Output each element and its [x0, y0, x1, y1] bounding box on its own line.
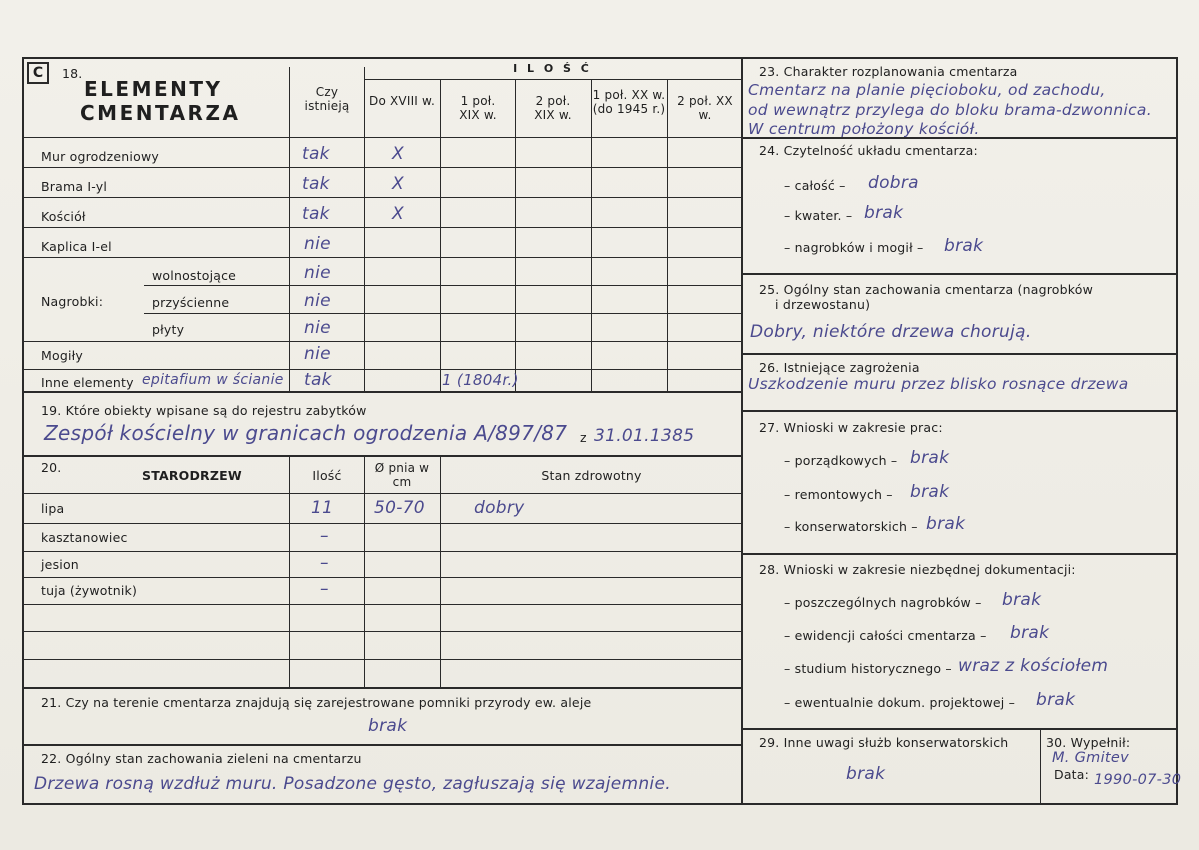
col-line	[515, 79, 516, 391]
row-line	[24, 369, 741, 370]
row-exists: tak	[302, 204, 330, 224]
row-line	[144, 313, 741, 314]
q28-label: 28. Wnioski w zakresie niezbędnej dokumentacji:	[759, 562, 1076, 577]
q25-label-line2: i drzewostanu)	[775, 297, 871, 312]
tree-count: –	[320, 526, 329, 546]
col-header-exists: Czy istnieją	[304, 85, 350, 113]
q28-item-label: – ewentualnie dokum. projektowej –	[784, 695, 1016, 710]
q30-name: M. Gmitev	[1052, 750, 1130, 766]
row-label: Brama I-yl	[41, 179, 108, 194]
q22-label: 22. Ogólny stan zachowania zieleni na cmentarzu	[41, 751, 362, 766]
section-line	[743, 273, 1176, 275]
nagrobki-label: Nagrobki:	[41, 294, 104, 309]
q19-date: 31.01.1385	[594, 426, 695, 446]
q24-item-value: dobra	[868, 173, 919, 193]
row-label: Inne elementy	[41, 375, 134, 390]
col-line	[1040, 730, 1041, 803]
q29-label: 29. Inne uwagi służb konserwatorskich	[759, 735, 1009, 750]
row-line	[24, 577, 741, 578]
col-header-period: 1 poł. XIX w.	[459, 94, 497, 122]
q27-item-label: – remontowych –	[784, 487, 893, 502]
col-header-health: Stan zdrowotny	[541, 468, 642, 483]
tree-count: –	[320, 553, 329, 573]
q30-date-label: Data:	[1054, 767, 1090, 782]
tree-diameter: 50-70	[374, 498, 425, 518]
q24-item-label: – kwater. –	[784, 208, 853, 223]
row-line	[24, 493, 741, 494]
row-mark: X	[392, 144, 404, 164]
q27-item-label: – konserwatorskich –	[784, 519, 918, 534]
row-mark: X	[392, 174, 404, 194]
q24-item-value: brak	[864, 203, 904, 223]
col-header-period: Do XVIII w.	[369, 94, 435, 108]
row-exists: nie	[304, 234, 331, 254]
section-line	[24, 455, 741, 457]
main-divider	[741, 59, 743, 803]
tree-name: tuja (żywotnik)	[41, 583, 138, 598]
tree-count: 11	[311, 498, 334, 518]
q26-answer: Uszkodzenie muru przez blisko rosnące drzewa	[748, 375, 1129, 393]
row-mark: X	[392, 204, 404, 224]
q23-line: W centrum położony kościół.	[748, 120, 980, 138]
q28-item-label: – studium historycznego –	[784, 661, 952, 676]
q28-item-label: – poszczególnych nagrobków –	[784, 595, 982, 610]
q24-item-label: – nagrobków i mogił –	[784, 240, 924, 255]
col-line	[440, 457, 441, 687]
tree-health: dobry	[474, 498, 525, 518]
section-line	[743, 728, 1176, 730]
section-title-line1: ELEMENTY	[84, 77, 223, 101]
q29-answer: brak	[846, 764, 886, 784]
row-label: przyścienne	[152, 295, 230, 310]
tree-name: lipa	[41, 501, 65, 516]
q27-item-value: brak	[910, 482, 950, 502]
section-line	[24, 391, 741, 393]
q28-item-value: brak	[1010, 623, 1050, 643]
row-exists: nie	[304, 291, 331, 311]
starodrzew-title: STARODRZEW	[142, 468, 242, 483]
row-line	[24, 257, 741, 258]
col-header-period: 2 poł. XIX w.	[534, 94, 572, 122]
section-line	[24, 687, 741, 689]
q22-answer: Drzewa rosną wzdłuż muru. Posadzone gęsto, zagłuszają się wzajemnie.	[34, 774, 671, 794]
section-c-box: C	[27, 62, 49, 84]
col-header-diameter: Ø pnia w cm	[374, 461, 430, 489]
section-line	[743, 410, 1176, 412]
inne-elementy-note: epitafium w ścianie	[142, 372, 284, 388]
q28-item-value: wraz z kościołem	[958, 656, 1109, 676]
row-label: Kościół	[41, 209, 86, 224]
col-header-period: 1 poł. XX w. (do 1945 r.)	[592, 88, 666, 116]
q24-label: 24. Czytelność układu cmentarza:	[759, 143, 978, 158]
col-header-period: 2 poł. XX w.	[677, 94, 733, 122]
tree-name: kasztanowiec	[41, 530, 128, 545]
row-line	[144, 285, 741, 286]
row-line	[24, 227, 741, 228]
row-exists: nie	[304, 318, 331, 338]
row-line	[24, 523, 741, 524]
section-line	[743, 353, 1176, 355]
q30-date: 1990-07-30	[1094, 772, 1182, 788]
section-line	[24, 744, 741, 746]
row-exists: nie	[304, 263, 331, 283]
row-line	[24, 604, 741, 605]
section-line	[743, 553, 1176, 555]
row-line	[24, 197, 741, 198]
row-count: 1 (1804r.)	[442, 371, 519, 389]
q21-answer: brak	[368, 716, 408, 736]
col-line	[440, 79, 441, 391]
section-title-line2: CMENTARZA	[80, 101, 241, 125]
q28-item-label: – ewidencji całości cmentarza –	[784, 628, 987, 643]
row-exists: tak	[302, 174, 330, 194]
cemetery-form	[22, 57, 1182, 805]
tree-name: jesion	[41, 557, 79, 572]
q25-label: 25. Ogólny stan zachowania cmentarza (nagrobków	[759, 282, 1094, 297]
row-label: wolnostojące	[152, 268, 237, 283]
q27-item-value: brak	[926, 514, 966, 534]
q25-answer: Dobry, niektóre drzewa chorują.	[750, 322, 1032, 342]
col-header-ilosc: I L O Ś Ć	[513, 62, 592, 75]
row-exists: nie	[304, 344, 331, 364]
q23-label: 23. Charakter rozplanowania cmentarza	[759, 64, 1018, 79]
row-line	[364, 79, 741, 80]
q30-label: 30. Wypełnił:	[1046, 735, 1131, 750]
row-label: Kaplica I-el	[41, 239, 112, 254]
q28-item-value: brak	[1036, 690, 1076, 710]
row-exists: tak	[302, 144, 330, 164]
row-label: płyty	[152, 322, 185, 337]
col-line	[591, 79, 592, 391]
q23-line: od wewnątrz przylega do bloku brama-dzwonnica.	[748, 101, 1152, 119]
col-line	[289, 67, 290, 391]
row-line	[24, 137, 741, 138]
col-header-count: Ilość	[312, 468, 342, 483]
q27-item-value: brak	[910, 448, 950, 468]
q27-item-label: – porządkowych –	[784, 453, 898, 468]
tree-count: –	[320, 579, 329, 599]
q19-date-prefix: z	[580, 430, 587, 445]
q27-label: 27. Wnioski w zakresie prac:	[759, 420, 943, 435]
q24-item-value: brak	[944, 236, 984, 256]
q21-label: 21. Czy na terenie cmentarza znajdują się zarejestrowane pomniki przyrody ew. aleje	[41, 695, 592, 710]
col-line	[289, 457, 290, 687]
q19-answer: Zespół kościelny w granicach ogrodzenia A/897/87	[44, 421, 568, 445]
row-line	[24, 167, 741, 168]
q28-item-value: brak	[1002, 590, 1042, 610]
col-line	[364, 67, 365, 391]
starodrzew-number: 20.	[41, 460, 62, 475]
q19-label: 19. Które obiekty wpisane są do rejestru zabytków	[41, 403, 367, 418]
q23-line: Cmentarz na planie pięcioboku, od zachodu,	[748, 81, 1106, 99]
row-line	[24, 631, 741, 632]
col-line	[667, 79, 668, 391]
row-line	[24, 341, 741, 342]
row-line	[24, 551, 741, 552]
q24-item-label: – całość –	[784, 178, 846, 193]
row-label: Mur ogrodzeniowy	[41, 149, 159, 164]
section-number: 18.	[62, 66, 83, 81]
row-line	[24, 659, 741, 660]
row-exists: tak	[304, 370, 332, 390]
row-label: Mogiły	[41, 348, 83, 363]
col-line	[364, 457, 365, 687]
q26-label: 26. Istniejące zagrożenia	[759, 360, 920, 375]
